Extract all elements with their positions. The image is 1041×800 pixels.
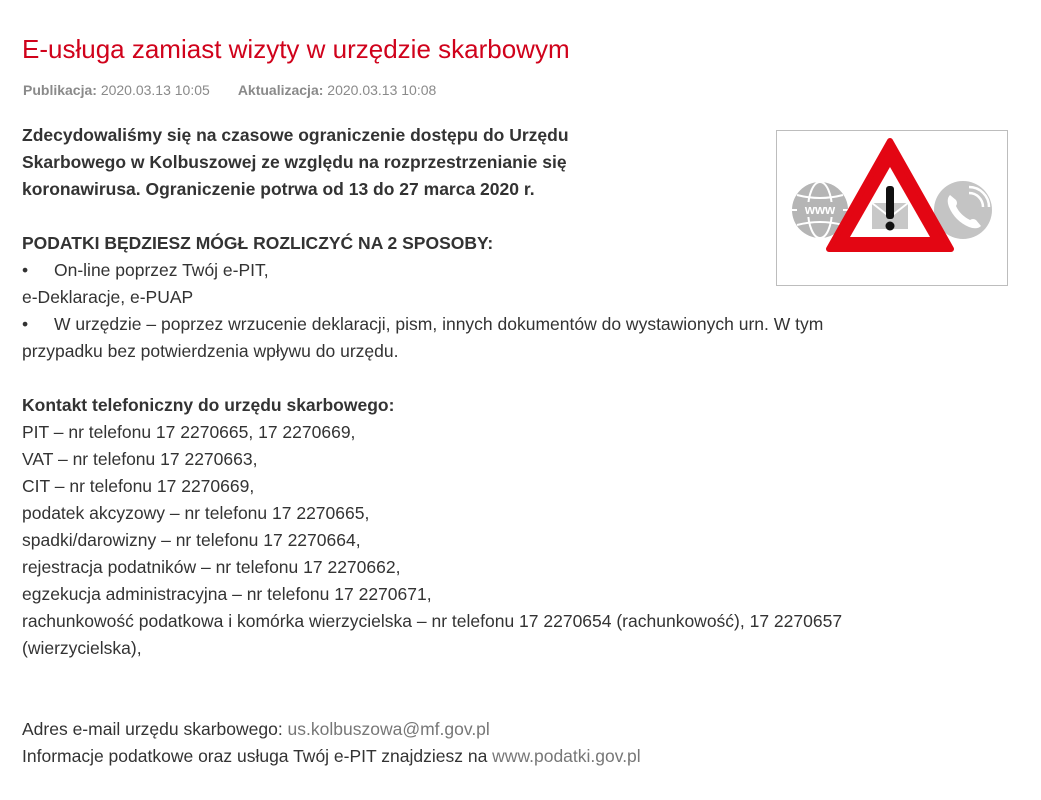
published-label: Publikacja:	[23, 82, 97, 98]
article-body	[22, 122, 1012, 770]
contact-line: spadki/darowizny – nr telefonu 17 2270664,	[22, 530, 361, 550]
website-link[interactable]: www.podatki.gov.pl	[492, 746, 641, 766]
contact-line: (wierzycielska),	[22, 638, 142, 658]
contact-line: egzekucja administracyjna – nr telefonu 17 2270671,	[22, 584, 432, 604]
contact-line: VAT – nr telefonu 17 2270663,	[22, 449, 258, 469]
bullet-item-online	[22, 257, 1012, 284]
bullet-symbol: •	[22, 260, 29, 280]
bullet-continuation: e-Deklaracje, e-PUAP	[22, 287, 194, 307]
updated-date: 2020.03.13 10:08	[327, 82, 437, 98]
article-title: E-usługa zamiast wizyty w urzędzie skarbowym	[22, 34, 570, 64]
bullet-text: On-line poprzez Twój e-PIT,	[54, 260, 269, 280]
published-date: 2020.03.13 10:05	[100, 82, 210, 98]
info-label: Informacje podatkowe oraz usługa Twój e-PIT znajdziesz na	[22, 746, 493, 766]
info-paragraph	[22, 743, 1012, 770]
email-label: Adres e-mail urzędu skarbowego:	[22, 719, 288, 739]
globe-www-text: www	[804, 202, 836, 217]
email-link[interactable]: us.kolbuszowa@mf.gov.pl	[287, 719, 490, 739]
contact-heading: Kontakt telefoniczny do urzędu skarbowego:	[22, 395, 395, 415]
lead-line: Skarbowego w Kolbuszowej ze względu na rozprzestrzenianie się	[22, 152, 567, 172]
updated-label: Aktualizacja:	[237, 82, 324, 98]
contact-line: rejestracja podatników – nr telefonu 17 2270662,	[22, 557, 401, 577]
bullet-continuation: przypadku bez potwierdzenia wpływu do urzędu.	[22, 341, 399, 361]
contact-line: CIT – nr telefonu 17 2270669,	[22, 476, 255, 496]
contact-line: rachunkowość podatkowa i komórka wierzycielska – nr telefonu 17 2270654 (rachunkowość), 17 2270657	[22, 611, 843, 631]
contact-line: podatek akcyzowy – nr telefonu 17 2270665,	[22, 503, 370, 523]
email-paragraph	[22, 716, 1012, 743]
lead-line: Zdecydowaliśmy się na czasowe ograniczenie dostępu do Urzędu	[22, 125, 569, 145]
article-meta	[23, 82, 436, 98]
lead-line: koronawirusa. Ograniczenie potrwa od 13 do 27 marca 2020 r.	[22, 179, 535, 199]
bullet-item-office	[22, 311, 1012, 338]
contact-line: PIT – nr telefonu 17 2270665, 17 2270669,	[22, 422, 356, 442]
taxes-heading: PODATKI BĘDZIESZ MÓGŁ ROZLICZYĆ NA 2 SPOSOBY:	[22, 233, 494, 253]
bullet-text: W urzędzie – poprzez wrzucenie deklaracji, pism, innych dokumentów do wystawionych urn. W tym	[54, 314, 824, 334]
article-lead	[22, 122, 742, 203]
bullet-symbol: •	[22, 314, 29, 334]
